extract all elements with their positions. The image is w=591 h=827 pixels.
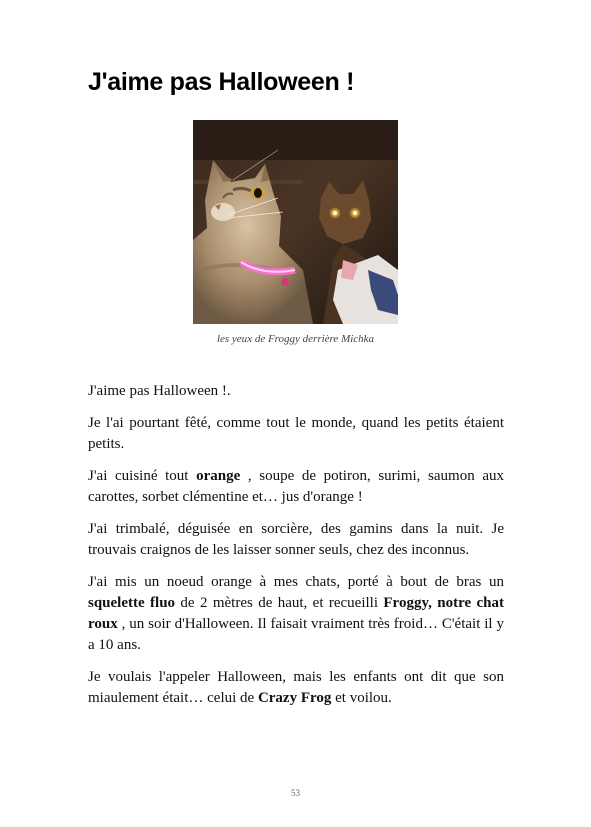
- paragraph-2: [88, 413, 504, 455]
- article-body: [88, 381, 504, 720]
- paragraph-5: [88, 572, 504, 656]
- paragraph-1-text: J'aime pas Halloween !.: [88, 383, 231, 399]
- cat-photo: [193, 120, 398, 324]
- cat-photo-illustration: [193, 120, 398, 324]
- paragraph-6-text-a: Je voulais l'appeler Halloween, mais les enfants ont dit que son miaulement était… celui de: [88, 669, 504, 706]
- paragraph-5-text-b: de 2 mètres de haut, et recueilli: [175, 595, 384, 611]
- paragraph-2-text: Je l'ai pourtant fêté, comme tout le monde, quand les petits étaient petits.: [88, 415, 504, 452]
- paragraph-5-bold-froggy: Froggy, notre chat roux: [88, 595, 504, 632]
- paragraph-5-bold-skeleton: squelette fluo: [88, 595, 176, 611]
- page-number: 53: [291, 788, 300, 798]
- paragraph-3-bold-orange: orange: [196, 468, 241, 484]
- paragraph-5-text-c: , un soir d'Halloween. Il faisait vraiment très froid… C'était il y a 10 ans.: [88, 616, 504, 653]
- paragraph-1: [88, 381, 504, 402]
- paragraph-6: [88, 667, 504, 709]
- paragraph-3-text-b: , soupe de potiron, surimi, saumon aux carottes, sorbet clémentine et… jus d'orange !: [88, 468, 504, 505]
- paragraph-3-text-a: J'ai cuisiné tout: [88, 468, 197, 484]
- paragraph-4: [88, 519, 504, 561]
- paragraph-6-text-b: et voilou.: [331, 690, 392, 706]
- paragraph-5-text-a: J'ai mis un noeud orange à mes chats, porté à bout de bras un: [88, 574, 504, 590]
- paragraph-3: [88, 466, 504, 508]
- photo-caption: les yeux de Froggy derrière Michka: [216, 333, 375, 345]
- paragraph-6-bold-crazy-frog: Crazy Frog: [257, 690, 332, 706]
- page-title: J'aime pas Halloween !: [88, 68, 355, 96]
- paragraph-4-text: J'ai trimbalé, déguisée en sorcière, des gamins dans la nuit. Je trouvais craignos de les laisser sonner seuls, chez des inconnus.: [88, 521, 504, 558]
